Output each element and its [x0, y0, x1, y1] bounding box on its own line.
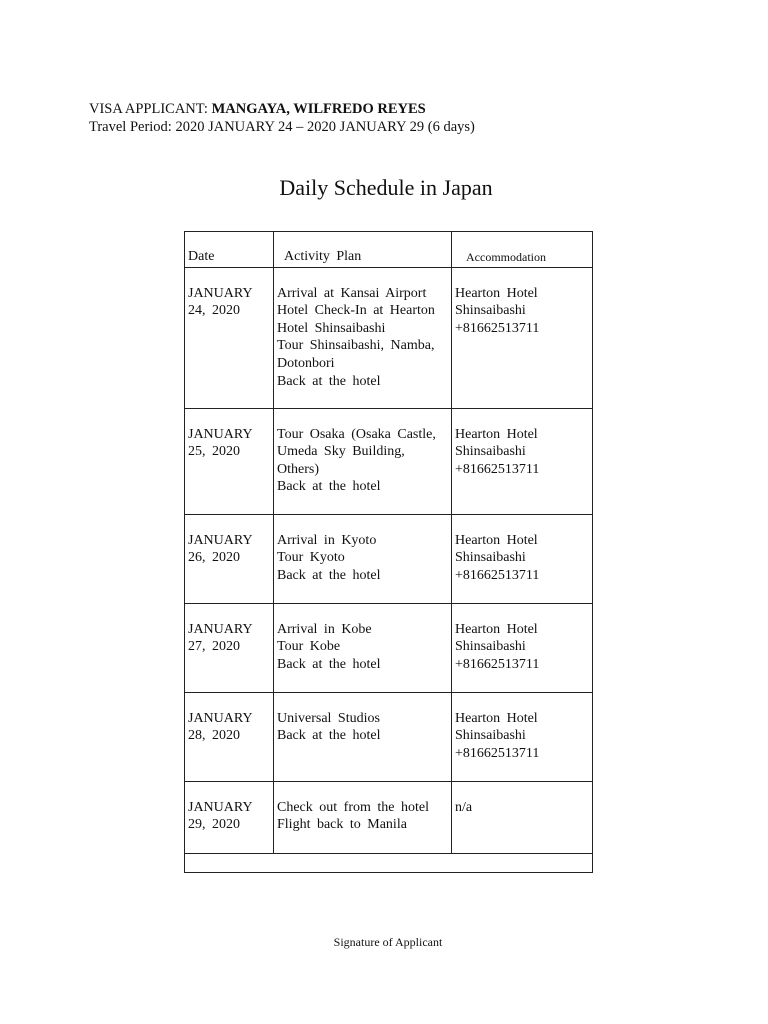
table-row — [185, 514, 593, 603]
table-row — [185, 267, 593, 408]
signature-label: Signature of Applicant — [333, 935, 443, 949]
table-row — [185, 692, 593, 781]
cell-date: JANUARY 26, 2020 — [185, 514, 274, 603]
document-header — [89, 100, 475, 136]
cell-date: JANUARY 29, 2020 — [185, 781, 274, 853]
page-title: Daily Schedule in Japan — [279, 175, 493, 200]
travel-period: Travel Period: 2020 JANUARY 24 – 2020 JANUARY 29 (6 days) — [89, 119, 475, 135]
table-header-row — [185, 232, 593, 268]
applicant-line — [89, 100, 475, 118]
blank-cell — [185, 853, 593, 872]
cell-activity: Arrival in Kobe Tour Kobe Back at the hotel — [274, 603, 452, 692]
cell-date: JANUARY 28, 2020 — [185, 692, 274, 781]
header-activity: Activity Plan — [274, 232, 452, 268]
applicant-name: MANGAYA, WILFREDO REYES — [211, 101, 426, 117]
cell-accommodation: n/a — [452, 781, 593, 853]
cell-date: JANUARY 27, 2020 — [185, 603, 274, 692]
header-accommodation: Accommodation — [452, 232, 593, 268]
cell-accommodation: Hearton Hotel Shinsaibashi +81662513711 — [452, 267, 593, 408]
table-row — [185, 408, 593, 514]
cell-accommodation: Hearton Hotel Shinsaibashi +81662513711 — [452, 603, 593, 692]
table-row — [185, 781, 593, 853]
cell-accommodation: Hearton Hotel Shinsaibashi +81662513711 — [452, 692, 593, 781]
cell-activity: Tour Osaka (Osaka Castle, Umeda Sky Building, Others) Back at the hotel — [274, 408, 452, 514]
schedule-table — [184, 231, 593, 873]
cell-accommodation: Hearton Hotel Shinsaibashi +81662513711 — [452, 514, 593, 603]
cell-activity: Check out from the hotel Flight back to Manila — [274, 781, 452, 853]
header-date: Date — [185, 232, 274, 268]
cell-activity: Universal Studios Back at the hotel — [274, 692, 452, 781]
blank-row — [185, 853, 593, 872]
applicant-label: VISA APPLICANT: — [89, 101, 212, 117]
cell-activity: Arrival in Kyoto Tour Kyoto Back at the hotel — [274, 514, 452, 603]
cell-activity: Arrival at Kansai Airport Hotel Check-In at Hearton Hotel Shinsaibashi Tour Shinsaibashi, Namba, Dotonbori Back at the hotel — [274, 267, 452, 408]
table-row — [185, 603, 593, 692]
cell-accommodation: Hearton Hotel Shinsaibashi +81662513711 — [452, 408, 593, 514]
cell-date: JANUARY 24, 2020 — [185, 267, 274, 408]
cell-date: JANUARY 25, 2020 — [185, 408, 274, 514]
